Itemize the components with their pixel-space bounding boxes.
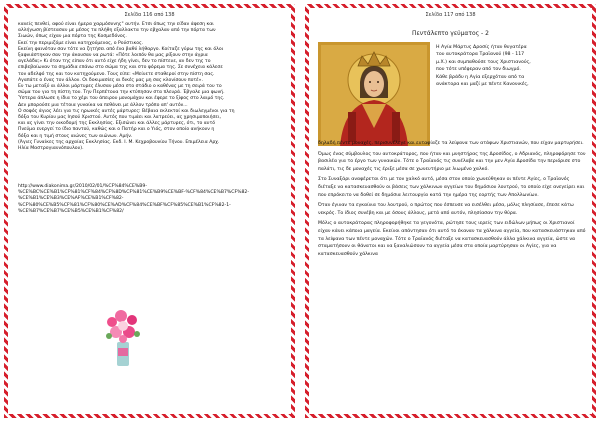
source-link[interactable]	[18, 184, 280, 215]
link-line[interactable]: http://www.diakonima.gr/2010/02/01/%CF%84%CE%B9-	[18, 184, 148, 189]
left-page	[4, 4, 295, 418]
text-line: σώμα του για τη πίστη του. Την Περπέτουα την κτύπησαν στα πλευρά. Έβγαλε μια φωνή.	[18, 90, 225, 96]
chapter-title: Πεντάλεπτο γεύματος - 2	[412, 30, 489, 37]
intro-text	[436, 44, 586, 88]
article-body	[18, 22, 280, 152]
text-line: που τότε υπέφεραν από τον διωγμό.	[436, 67, 521, 73]
paragraph: Όμως ένας σύμβουλος του αυτοκράτορος, που ήταν και μνηστήρας της Δροσίδος, ο Αδριανός, πληροφόρησε τον βασιλέα για το έργο των γυναικών. Τότε ο Τραϊανός τις συνέλαβε και την μεν Αγία Δροσίδα την περιόρισε στο παλάτι, τις δε μοναχές τις έριξε μέσα σε χωνευτήριο με λιωμένο χαλκό.	[318, 151, 586, 172]
saint-icon-image	[318, 42, 430, 146]
text-line: Εν τω μεταξύ αι άλλοι μάρτυρες έλυσαν μέσα στο στάδιο ο καθένας με τη σειρά του το	[18, 84, 222, 90]
text-line: του αυτοκράτορα Τραϊανού (98 - 117	[436, 52, 525, 58]
paragraph: Μόλις ο αυτοκράτορας πληροφορήθηκε τα γεγονότα, ρώτησε τους ιερείς των ειδώλων μήπως οι Χριστιανοί είχαν κάνει κάποια μαγεία. Εκείνοι απάντησαν ότι αυτό το έκαναν τα χάλκινα αγγεία, που κατασκευάστηκαν από τα λείψανα των πέντε μοναχών. Τότε ο Τραϊανός διέταξε να κατασκευασθούν άλλα χάλκινα αγγεία, ώστε να σταματήσουν οι θάνατοι και να ξαναλιώσουν τα αγγεία μέσα στα οποία μαρτύρησαν οι Αγίες, για να κατασκευασθούν χάλκινα	[318, 221, 586, 257]
page-number: Σελίδα 117 από 138	[425, 12, 476, 18]
text-line: Κάθε βράδυ η Αγία εξερχόταν από τα	[436, 74, 525, 80]
text-line: Η Αγία Μάρτυς Δροσίς ήταν θυγατέρα	[436, 45, 527, 50]
text-line: κανείς πενθεί, αφού είναι ήμερα χαρμόσυνης" αυτήν. Ετσι όπως την είδαν άφεση και	[18, 22, 214, 27]
right-page	[305, 4, 596, 418]
text-line: Ο σοφός άγιος λέει για τις ηρωικές αυτές μάρτυρες: Βέβαια εκλεκτοί και διωλεγμένοι για τη	[18, 108, 235, 114]
text-line: και ας γίνει την οικοδομή της Εκκλησίας. Εξισώνει και άλλες μάρτυρες, ότι, το αυτό	[18, 121, 216, 127]
paragraph: Στο Συναξάρι αναφέρεται ότι με τον χαλκό αυτό, μέσα στον οποίο χωνεύθηκαν οι πέντε Αγίες, ο Τραϊανός διέταξε να κατασκευασθούν οι βάσεις των χάλκινων αγγείων του δημόσιου λουτρού, το οποίο είχε ανεγείρει και που επρόκειτο να δοθεί σε δημόσια λειτουργία κατά την ημέρα της εορτής των Απολλωνίων.	[318, 177, 585, 198]
text-line: αγελάδα;» Κι όταν της είπαν ότι αυτό είχε ήδη γίνει, δεν το πίστευε, αν δεν της το	[18, 59, 211, 65]
link-line[interactable]: %CE%B7%CE%B7%CE%B5%CE%B1%CF%82/	[18, 208, 124, 214]
text-line: αλλήγωση βίστεασαν με μέσος τα πλήθη εξαλλακτα την εβχαλαν από την πόρτα των	[18, 28, 216, 34]
link-line[interactable]: %CF%80%CE%B5%CF%81%CF%80%CE%AD%CF%84%CE%BF%CF%85%CE%B1%CF%82-1-	[18, 202, 231, 208]
text-line: δόξα και η τιμή στους αιώνες των αιώνων. Αμήν.	[18, 133, 133, 139]
text-line: (Άγιες Γυναίκες της αρχαίας Εκκλησίας. Εκδ. Ι. Μ. Κεχροβουνίου Τήνου. Επιμέλεια Αρχ.	[18, 139, 220, 145]
text-line: Σιωών, όπως είχαν μια πόρτα της Κοσμεδόνος.	[18, 34, 127, 40]
flower-bouquet-image	[104, 308, 142, 370]
paragraph: δηλαδή πέντε μοναχές, περισυνέλεγε και ενταφίαζε τα λείψανα των ατάφων Χριστιανών, που είχαν μαρτυρήσει.	[318, 141, 584, 146]
article-body	[318, 140, 586, 261]
text-line: ξαφνιάστηκαν σαν την άκουσαν να ρωτά: «Πότε λοιπόν θα μας ρίξουν στην άγρια	[18, 53, 208, 59]
text-line: Πνεύμα ενεργεί το ίδιο παντού, καθώς και ο Πατήρ και ο Υιός, στον οποίο ανήκουν η	[18, 127, 215, 133]
text-line: δόξα του Κυρίου μας Ιησού Χριστού. Αυτός που τιμάει και λατρεύει, ας χρησιμοποιήσει,	[18, 115, 221, 121]
paragraph: Όταν έγιναν τα εγκαίνια του λουτρού, ο πρώτος που έσπευσε να εισέλθει μέσα, μόλις πλησίασε, έπεσε κάτω νεκρός. Το ίδιος συνέβη και με όσους άλλους, μετά από αυτόν, πλησίασαν την θύρα.	[318, 203, 574, 216]
text-line: ανάκτορα και μαζί με πέντε Κανονικές,	[436, 82, 529, 88]
link-line[interactable]: %CE%BC%CE%B1%CF%81%CF%84%CF%8D%CF%81%CE%B9%CE%BF-%CF%84%CE%B7%CF%82-	[18, 190, 249, 196]
page-number: Σελίδα 116 από 138	[124, 12, 175, 18]
text-line: τον αδελφό της και τον κατηχούμενο. Τους είπε: «Μείνετε σταθεροί στην πίστη σας.	[18, 71, 215, 77]
text-line: Εκείνη φαινόταν σαν τότε να ζητήσει από ένα βαθύ λήθαργο. Κοίταζε γύρω της και όλοι	[18, 46, 224, 52]
text-line: επιβεβαίωναν τα σημάδια επάνω στο σώμα της και στο φόρεμα της. Σε συνέχεια κάλεσε	[18, 65, 223, 71]
text-line: μ.Χ.) και συμπαθούσε τους Χριστιανούς,	[436, 59, 531, 65]
text-line: Ηλία Μαστρογιαννόπουλου).	[18, 146, 84, 152]
text-line: Εκεί την περιμιζόμε είναι κατηχούμενος, ο Ρούστικος.	[18, 40, 144, 46]
text-line: Δεν μπορούσε μια τέτοια γυναίκα να πεθάνει με άλλον τρόπο απ' αυτόν...	[18, 102, 188, 108]
text-line: Αγαπάτε ο ένας τον άλλον. Οι δοκιμασίες αι δικές μας μη σας κλονίσουν ποτέ».	[18, 77, 203, 83]
text-line: Ύστερα άπλωσε η ίδια το χέρι του άπειρου μονομάχου και έφερε το ξίφος στο λαιμό της.	[18, 96, 225, 102]
link-line[interactable]: %CE%B1%CE%B3%CE%AF%CE%B1%CF%82-	[18, 196, 124, 202]
